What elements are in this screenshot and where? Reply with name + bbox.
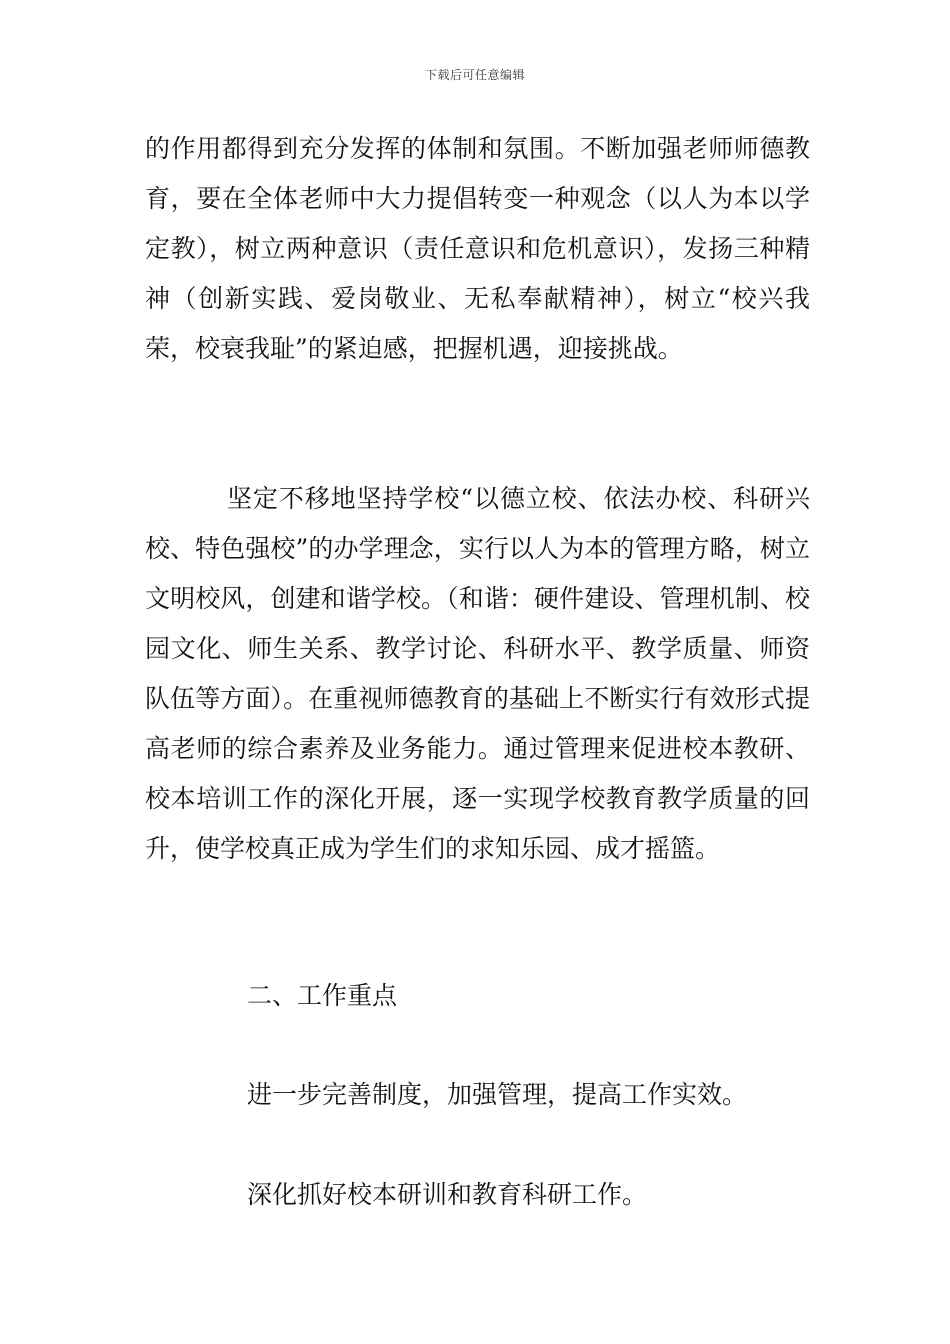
paragraph-1: 的作用都得到充分发挥的体制和氛围。不断加强老师师德教育，要在全体老师中大力提倡转变一种观念（以人为本以学定教），树立两种意识（责任意识和危机意识），发扬三种精神（创新实践、爱岗敬业、无私奉献精神），树立“校兴我荣，校衰我耻”的紧迫感，把握机遇，迎接挑战。 — [145, 134, 810, 363]
section-heading: 二、工作重点 — [247, 981, 398, 1010]
page-header-note: 下载后可任意编辑 — [424, 68, 525, 82]
work-item-2: 深化抓好校本研训和教育科研工作。 — [247, 1180, 648, 1209]
paragraph-2: 坚定不移地坚持学校“以德立校、依法办校、科研兴校、特色强校”的办学理念，实行以人为本的管理方略，树立文明校风，创建和谐学校。（和谐：硬件建设、管理机制、校园文化、师生关系、教学讨论、科研水平、教学质量、师资队伍等方面）。在重视师德教育的基础上不断实行有效形式提高老师的综合素养及业务能力。通过管理来促进校本教研、校本培训工作的深化开展，逐一实现学校教育教学质量的回升，使学校真正成为学生们的求知乐园、成才摇篮。 — [145, 484, 810, 863]
work-item-1: 进一步完善制度，加强管理，提高工作实效。 — [247, 1080, 748, 1109]
